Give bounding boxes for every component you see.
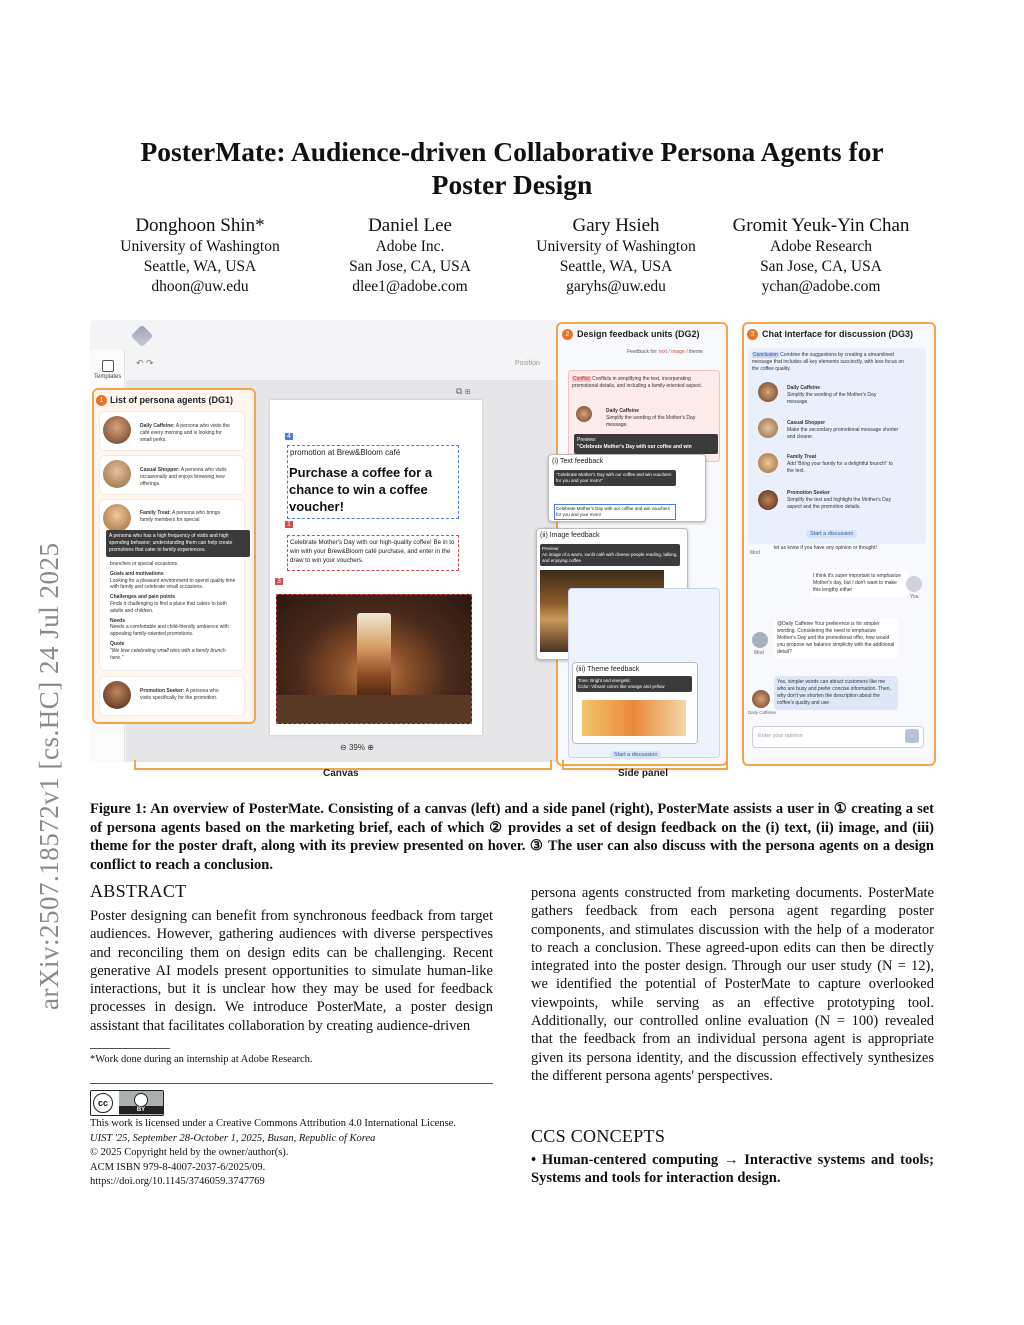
chat-mod-reply: @Daily Caffeine Your preference is for simpler wording. Considering the need to emphasize Mother's Day and the promotional offer, how would you propose we balance simplicity with the additional detail?: [774, 618, 898, 659]
persona-card-text: [140, 688, 230, 702]
start-discussion-button[interactable]: Start a discussion: [806, 530, 857, 538]
chat-entry-text: Make the secondary promotional message shorter and clearer.: [787, 427, 899, 440]
abstract-heading: ABSTRACT: [90, 881, 187, 901]
chat-entry: [787, 420, 899, 441]
author-name: Daniel Lee: [368, 215, 452, 236]
iced-coffee-glass-icon: [357, 613, 391, 703]
author-location: Seattle, WA, USA: [143, 258, 257, 275]
persona-tooltip: A persona who has a high frequency of visits and high spending behavior; understanding them can help create promotions that cater to family experiences.: [106, 530, 250, 557]
conflict-text-block: [572, 376, 714, 390]
author-location: San Jose, CA, USA: [349, 258, 471, 275]
persona-name: Promotion Seeker:: [140, 688, 185, 694]
image-feedback-preview: [540, 544, 680, 566]
canvas-label: Canvas: [323, 768, 359, 779]
author-block: [506, 215, 726, 297]
preview-text: "Celebrate Mother's Day with our coffee and win: [577, 444, 692, 450]
isbn-line: ACM ISBN 979-8-4007-2037-6/2025/09.: [90, 1161, 266, 1173]
step-3-badge: 3: [747, 329, 758, 340]
chat-entry-text: Simplify the text and highlight the Mother's Day aspect and the promotion details.: [787, 497, 892, 510]
chat-input-placeholder: Enter your opinion: [758, 733, 803, 739]
persona-list-heading: List of persona agents (DG1): [110, 395, 234, 405]
fb-persona-name: Daily Caffeine: [606, 408, 640, 414]
by-label: BY: [119, 1106, 163, 1114]
persona-avatar: [752, 690, 770, 708]
side-panel-label: Side panel: [618, 768, 669, 779]
zoom-in-icon[interactable]: ⊕: [367, 743, 374, 752]
detail-label: Challenges and pain points: [110, 594, 176, 601]
persona-desc: A persona who visits occasionally and enjoys browsing new offerings.: [140, 467, 227, 487]
figure-caption: Figure 1: An overview of PosterMate. Consisting of a canvas (left) and a side panel (right), PosterMate assists a user in ① creating a set of persona agents based on the marketing brief, each of which ② provides a set of design feedback on the (i) text, (ii) image, and (iii) theme for the poster draft, along with its preview presented on hover. ③ The user can also discuss with the persona agents on a design conflict to reach a conclusion.: [90, 801, 934, 873]
abstract-left-column: Poster designing can benefit from synchronous feedback from target audiences. However, gathering audiences with diverse perspectives and reconciling them on design edits can be challenging. Recent generative AI models present opportunities to simulate human-like interactions, but it is unclear how they may be used for feedback processes in design. We introduce PosterMate, a poster design assistant that facilitates collaboration by creating audience-driven: [90, 908, 493, 1034]
detail-label: Quote: [110, 640, 125, 647]
cc-by-badge: [90, 1090, 164, 1116]
persona-details: brunches or special occasions. Goals and motivations Looking for a pleasant environment to spend quality time with family and celebrate small occasions. Challenges and pain points Finds it challenging to find a place that caters to both adults and children. Needs Needs a comfortable and child-friendly ambience with appealing family-oriented promotions. Quote "We love celebrating small wins with a family brunch here.": [110, 561, 238, 661]
chat-you-message: I think it's super important to emphasize Mother's day, but I don't want to make this lengthy either: [810, 570, 908, 597]
cc-icon: cc: [93, 1093, 113, 1113]
chat-entry-text: Simplify the wording of the Mother's Day message.: [787, 392, 877, 405]
daily-caffeine-label: Daily Caffeine: [748, 710, 776, 715]
feedback-heading: Design feedback units (DG2): [577, 329, 700, 339]
tab-image[interactable]: image: [671, 349, 685, 355]
author-name: Donghoon Shin*: [135, 215, 265, 236]
canvas-headline-small: promotion at Brew&Bloom café: [290, 448, 401, 457]
chat-entry-text: Add 'Bring your family for a delightful brunch!' to the text.: [787, 461, 893, 474]
templates-icon[interactable]: [102, 360, 114, 372]
poster-coffee-image[interactable]: [276, 594, 472, 724]
page-tools-icon[interactable]: ⧉ ⊞: [456, 386, 471, 396]
title-line-2: Poster Design: [431, 169, 593, 200]
persona-card-text: [140, 510, 230, 524]
author-location: Seattle, WA, USA: [559, 258, 673, 275]
license-block: [90, 1117, 510, 1190]
abstract-right-column: persona agents constructed from marketing documents. PosterMate gathers feedback from each persona agent regarding poster components, and stimulates discussion with the help of a moderator to reach a conclusion. These agreed-upon edits can then be directly integrated into the poster design. Through our user study (N = 12), we identified the potential of PosterMate to capture overlooked viewpoints, while serving as an effective prototyping tool. Additionally, our controlled online evaluation (N = 100) revealed that the feedback from an individual persona agent is appropriate given its persona identity, and the discussion effectively synthesizes the different persona agents' perspectives.: [531, 885, 934, 1084]
detail-label: Needs: [110, 617, 126, 624]
conflict-label: Conflict: [573, 376, 590, 382]
author-email: dlee1@adobe.com: [352, 278, 468, 295]
license-line: This work is licensed under a Creative Commons Attribution 4.0 International License.: [90, 1118, 456, 1129]
detail-label: Goals and motivations: [110, 570, 164, 577]
persona-card-text: [140, 467, 230, 488]
undo-redo-icon[interactable]: ↶ ↷: [136, 358, 154, 368]
zoom-control[interactable]: [340, 743, 374, 752]
persona-avatar: [758, 453, 778, 473]
detail-text: "We love celebrating small wins with a family brunch here.": [110, 647, 226, 661]
chat-entry-name: Family Treat: [787, 454, 817, 460]
author-name: Gromit Yeuk-Yin Chan: [732, 215, 910, 236]
author-email: dhoon@uw.edu: [151, 278, 249, 295]
persona-name: Family Treat:: [140, 510, 171, 516]
chat-entry-name: Promotion Seeker: [787, 490, 830, 496]
persona-avatar: [576, 406, 592, 422]
chat-entry: [787, 454, 899, 475]
persona-avatar: [103, 681, 131, 709]
paper-title: [90, 135, 934, 201]
feedback-for-label: Feedback for:: [627, 349, 658, 355]
canvas-body: Celebrate Mother's Day with our high-quality coffee! Be in to win with your Brew&Bloom café purchase, and enter in the draw to win your vouchers.: [290, 539, 455, 564]
table-surface: [277, 695, 471, 723]
persona-avatar: [758, 418, 778, 438]
detail-text: Finds it challenging to find a place that caters to both adults and children.: [110, 600, 227, 614]
author-block: [711, 215, 931, 297]
author-name: Gary Hsieh: [572, 215, 660, 236]
feedback-for: Feedback for: text / image / theme: [627, 349, 703, 355]
footnote: *Work done during an internship at Adobe Research.: [90, 1054, 313, 1065]
chat-entry: [787, 490, 899, 511]
persona-avatar: [103, 460, 131, 488]
conclusion-block: [752, 352, 912, 373]
start-discussion-button[interactable]: Start a discussion: [610, 751, 661, 759]
text-feedback-label: (i) Text feedback: [552, 458, 604, 465]
chat-entry-name: Daily Caffeine: [787, 385, 821, 391]
fb-persona-block: [606, 408, 696, 429]
author-block: [90, 215, 310, 297]
copyright-line: © 2025 Copyright held by the owner/author(s).: [90, 1147, 289, 1158]
author-affiliation: University of Washington: [536, 238, 696, 255]
persona-desc: A persona who brings family members for special: [140, 510, 221, 523]
templates-label: Templates: [94, 374, 122, 380]
mod-label: Mod: [754, 650, 764, 656]
tab-text[interactable]: text: [658, 349, 668, 355]
theme-feedback-text: Tone: Bright and energetic Color: Vibrant colors like orange and yellow: [576, 676, 692, 692]
ccs-heading: CCS CONCEPTS: [531, 1126, 666, 1146]
theme-feedback-label: (iii) Theme feedback: [576, 666, 640, 673]
chat-entry-name: Casual Shopper: [787, 420, 826, 426]
conclusion-card: [748, 348, 926, 544]
send-icon[interactable]: [905, 729, 919, 743]
badge-3: 3: [277, 578, 281, 585]
persona-name: Casual Shopper:: [140, 467, 180, 473]
zoom-level: 39%: [348, 743, 365, 752]
you-label: You: [910, 594, 919, 600]
arxiv-stamp: arXiv:2507.18572v1 [cs.HC] 24 Jul 2025: [34, 542, 64, 1010]
doi-link[interactable]: https://doi.org/10.1145/3746059.3747769: [90, 1176, 265, 1187]
badge-1: 1: [287, 521, 291, 528]
persona-desc: A persona who visits specifically for the promotion.: [140, 688, 219, 701]
chat-dc-reply: Yes, simpler words can attract customers like me who are busy and prefer concise information. Then, why don't we shorten the description about the coffee's quality and use: [774, 676, 898, 710]
tab-theme[interactable]: theme: [689, 349, 703, 355]
conflict-text: Conflicts in simplifying the text, incorporating promotional details, and including a family-oriented aspect.: [572, 376, 703, 389]
persona-card-text: [140, 423, 230, 444]
zoom-out-icon[interactable]: ⊖: [340, 743, 347, 752]
author-location: San Jose, CA, USA: [760, 258, 882, 275]
chat-mod-line: let us know if you have any opinion or thought!: [774, 545, 877, 551]
preview-tooltip: [574, 434, 718, 454]
license-rule: [90, 1083, 493, 1084]
ccs-text: • Human-centered computing → Interactive systems and tools; Systems and tools for interaction design.: [531, 1152, 934, 1187]
detail-text: Needs a comfortable and child-friendly ambience with appealing family-oriented promotions.: [110, 624, 229, 638]
persona-desc: A persona who visits the café every morning and is looking for small perks.: [140, 423, 230, 443]
conclusion-text: Combine the suggestions by creating a streamlined message that includes all key elements succinctly, with less focus on the coffee quality.: [752, 352, 904, 372]
attribution-icon: [134, 1093, 148, 1107]
author-affiliation: Adobe Research: [770, 238, 872, 255]
persona-avatar: [103, 416, 131, 444]
conclusion-label: Conclusion: [753, 352, 778, 358]
preview-label: Preview:: [542, 546, 560, 551]
preview-label: Preview:: [577, 437, 597, 443]
author-email: ychan@adobe.com: [761, 278, 881, 295]
theme-preview-image: [582, 700, 686, 736]
image-feedback-label: (ii) Image feedback: [540, 532, 600, 539]
title-line-1: PosterMate: Audience-driven Collaborative Persona Agents for: [140, 136, 884, 167]
text-feedback-box: Celebrate Mother's Day with our coffee and win vouchers for you and your mom!: [554, 504, 676, 520]
author-affiliation: University of Washington: [120, 238, 280, 255]
author-affiliation: Adobe Inc.: [375, 238, 445, 255]
persona-avatar: [103, 504, 131, 532]
persona-name: Daily Caffeine:: [140, 423, 175, 429]
mod-label: Mod: [750, 550, 760, 556]
canvas-headline: Purchase a coffee for a chance to win a coffee voucher!: [289, 465, 433, 514]
detail-text: Looking for a pleasant environment to spend quality time with family and celebrate small occasions.: [110, 577, 236, 591]
mod-avatar-icon: [752, 632, 768, 648]
step-2-badge: 2: [562, 329, 573, 340]
text-feedback-preview: "Celebrate Mother's Day with our coffee and win vouchers for you and your mom!": [554, 470, 676, 486]
you-avatar-icon: [906, 576, 922, 592]
fb-persona-text: Simplify the wording of the Mother's Day message.: [606, 415, 696, 428]
author-email: garyhs@uw.edu: [566, 278, 666, 295]
badge-4: 4: [287, 433, 291, 440]
author-block: [300, 215, 520, 297]
chat-heading: Chat interface for discussion (DG3): [762, 329, 914, 339]
step-1-badge: 1: [96, 395, 107, 406]
image-preview-text: An image of a warm, sunlit café with diverse people reading, talking, and enjoying coffee: [542, 552, 678, 563]
figure-overview: [90, 320, 934, 782]
position-label[interactable]: Position: [515, 360, 540, 367]
footnote-rule: [90, 1048, 170, 1049]
persona-avatar: [758, 490, 778, 510]
persona-avatar: [758, 382, 778, 402]
conference-line: UIST '25, September 28-October 1, 2025, Busan, Republic of Korea: [90, 1132, 376, 1144]
chat-entry: [787, 385, 899, 406]
